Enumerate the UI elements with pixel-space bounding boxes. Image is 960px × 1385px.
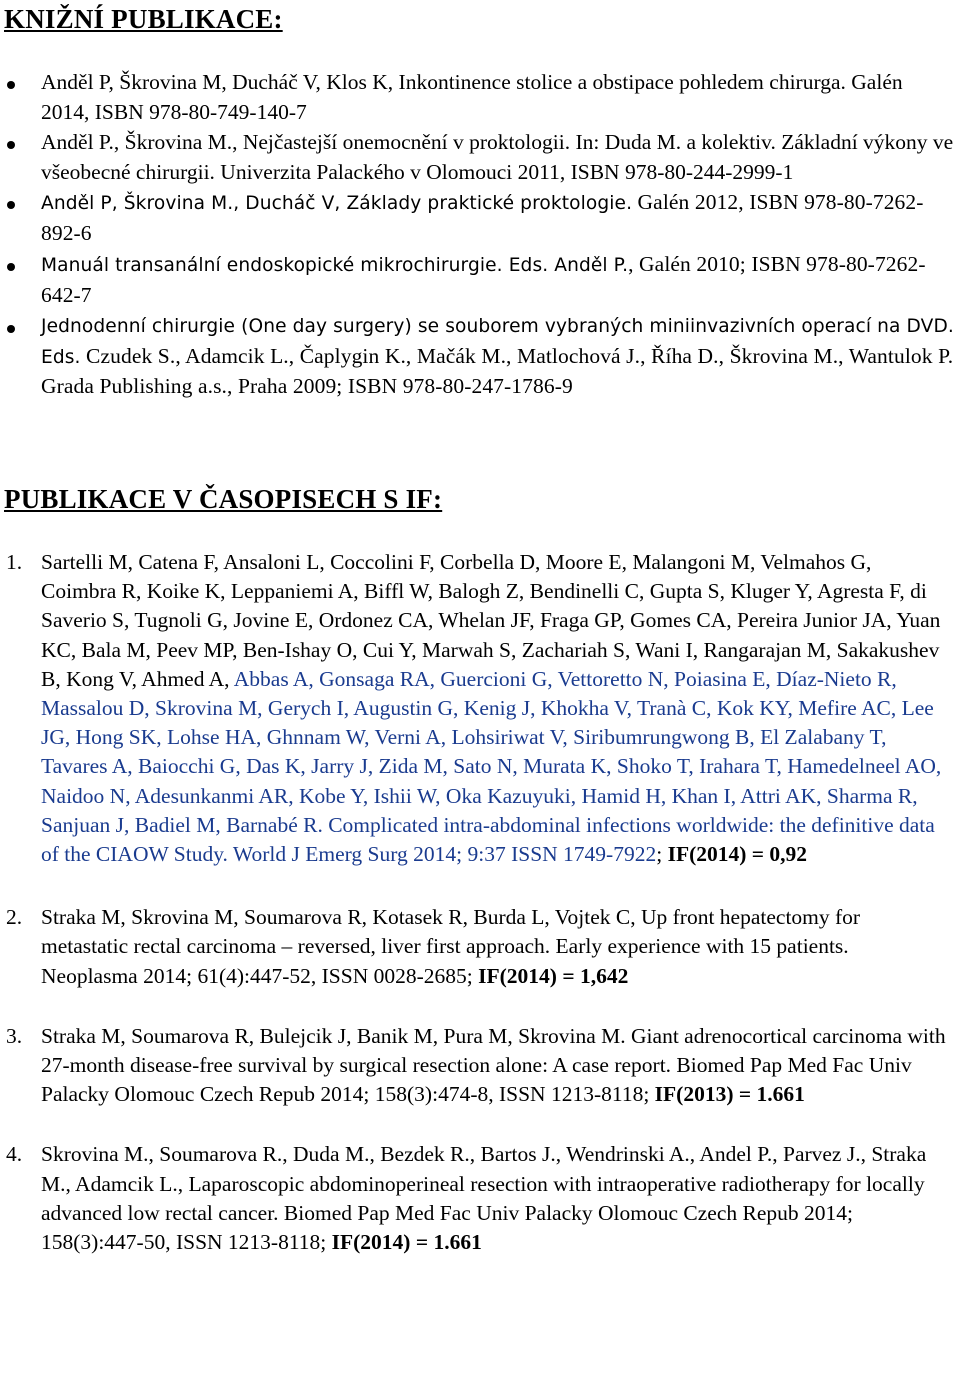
publication-number: 4. xyxy=(6,1142,23,1167)
journals-heading: PUBLIKACE V ČASOPISECH S IF: xyxy=(4,484,443,514)
publication-item xyxy=(0,903,960,991)
publication-separator: ; xyxy=(656,842,668,867)
publication-text: Straka M, Skrovina M, Soumarova R, Kotasek R, Burda L, Vojtek C, Up front hepatectomy for metastatic rectal carcinoma – reversed, liver first approach. Early experience with 15 patients. Neoplasma 2014; 61(4):447-52, ISSN 0028-2685; xyxy=(41,905,861,988)
book-entry-text-sans: Anděl P, Škrovina M., Ducháč V, Základy praktické proktologie. xyxy=(41,193,633,214)
bullet-icon xyxy=(7,263,15,271)
publication-authors-highlighted: Abbas A, Gonsaga RA, Guercioni G, Vettoretto N, Poiasina E, Díaz-Nieto R, Massalou D, Skrovina M, Gerych I, Augustin G, Kenig J, Khokha V, Tranà C, Kok KY, Mefire AC, Lee JG, Hong SK, Lohse HA, Ghnnam W, Verni A, Lohsiriwat V, Siribumrungwong B, El Zalabany T, Tavares A, Baiocchi G, Das K, Jarry J, Zida M, Sato N, Murata K, Shoko T, Irahara T, Hamedelneel AO, Naidoo N, Adesunkanmi AR, Kobe Y, Ishii W, Oka Kazuyuki, Hamid H, Khan I, Attri AK, Sharma R, Sanjuan J, Badiel M, Barnabé R. Complicated intra-abdominal infections worldwide: the definitive data of the CIAOW Study. World J Emerg Surg 2014; 9:37 ISSN 1749-7922 xyxy=(41,666,942,867)
publications-list xyxy=(0,548,960,1257)
publication-text: Straka M, Soumarova R, Bulejcik J, Banik M, Pura M, Skrovina M. Giant adrenocortical carcinoma with 27-month disease-free survival by surgical resection alone: A case report. Biomed Pap Med Fac Univ Palacky Olomouc Czech Repub 2014; 158(3):474-8, ISSN 1213-8118; xyxy=(41,1023,946,1107)
publication-text: Skrovina M., Soumarova R., Duda M., Bezdek R., Bartos J., Wendrinski A., Andel P., Parvez J., Straka M., Adamcik L., Laparoscopic abdominoperineal resection with intraoperative radiotherapy for locally advanced low rectal cancer. Biomed Pap Med Fac Univ Palacky Olomouc Czech Repub 2014; 158(3):447-50, ISSN 1213-8118; xyxy=(41,1142,927,1255)
publication-item xyxy=(0,548,960,869)
book-entry-text: Anděl P., Škrovina M., Nejčastejší onemocnění v proktologii. In: Duda M. a kolektiv. Základní výkony ve všeobecné chirurgii. Univerzita Palackého v Olomouci 2011, ISBN 978-80-244-2999-1 xyxy=(41,130,954,184)
impact-factor: IF(2013) = 1.661 xyxy=(654,1082,805,1107)
bullet-icon xyxy=(7,81,15,89)
book-entry-text-sans: Manuál transanální endoskopické mikrochirurgie. Eds. Anděl P. xyxy=(41,255,629,276)
impact-factor: IF(2014) = 1.661 xyxy=(331,1230,482,1255)
bullet-icon xyxy=(7,141,15,149)
book-entry-text-serif: Czudek S., Adamcik L., Čaplygin K., Mačák M., Matlochová J., Říha D., Škrovina M., Wantulok P. Grada Publishing a.s., Praha 2009; ISBN 978-80-247-1786-9 xyxy=(41,343,954,398)
bullet-icon xyxy=(7,325,15,333)
list-item xyxy=(0,312,960,403)
list-item xyxy=(0,68,960,127)
book-entry-text-sans: Jednodenní chirurgie (One day surgery) se souborem vybraných miniinvazivních operací na DVD. Eds. xyxy=(41,316,954,368)
list-item xyxy=(0,188,960,249)
publication-authors: Sartelli M, Catena F, Ansaloni L, Coccolini F, Corbella D, Moore E, Malangoni M, Velmahos G, Coimbra R, Koike K, Leppaniemi A, Biffl W, Balogh Z, Bendinelli C, Gupta S, Kluger Y, Agresta F, di Saverio S, Tugnoli G, Jovine E, Ordonez CA, Whelan JF, Fraga GP, Gomes CA, Pereira Junior JA, Yuan KC, Bala M, Peev MP, Ben-Ishay O, Cui Y, Marwah S, Zachariah S, Wani I, Rangarajan M, Sakakushev B, Kong V, Ahmed A, xyxy=(41,550,941,691)
list-item xyxy=(0,128,960,187)
list-item xyxy=(0,250,960,311)
books-heading: KNIŽNÍ PUBLIKACE: xyxy=(4,4,283,34)
publication-item xyxy=(0,1140,960,1257)
publication-number: 3. xyxy=(6,1023,23,1048)
publication-number: 1. xyxy=(6,550,23,574)
book-entry-text-serif: , Galén 2010; ISBN 978-80-7262-642-7 xyxy=(41,252,926,307)
book-entry-text-serif: Galén 2012, ISBN 978-80-7262-892-6 xyxy=(41,190,924,245)
book-entry-text: Anděl P, Škrovina M, Ducháč V, Klos K, Inkontinence stolice a obstipace pohledem chirurga. Galén 2014, ISBN 978-80-749-140-7 xyxy=(41,70,903,124)
impact-factor: IF(2014) = 0,92 xyxy=(667,842,808,867)
bullet-icon xyxy=(7,201,15,209)
books-list xyxy=(0,68,960,404)
impact-factor: IF(2014) = 1,642 xyxy=(478,963,629,988)
publication-number: 2. xyxy=(6,905,23,930)
publication-item xyxy=(0,1022,960,1110)
